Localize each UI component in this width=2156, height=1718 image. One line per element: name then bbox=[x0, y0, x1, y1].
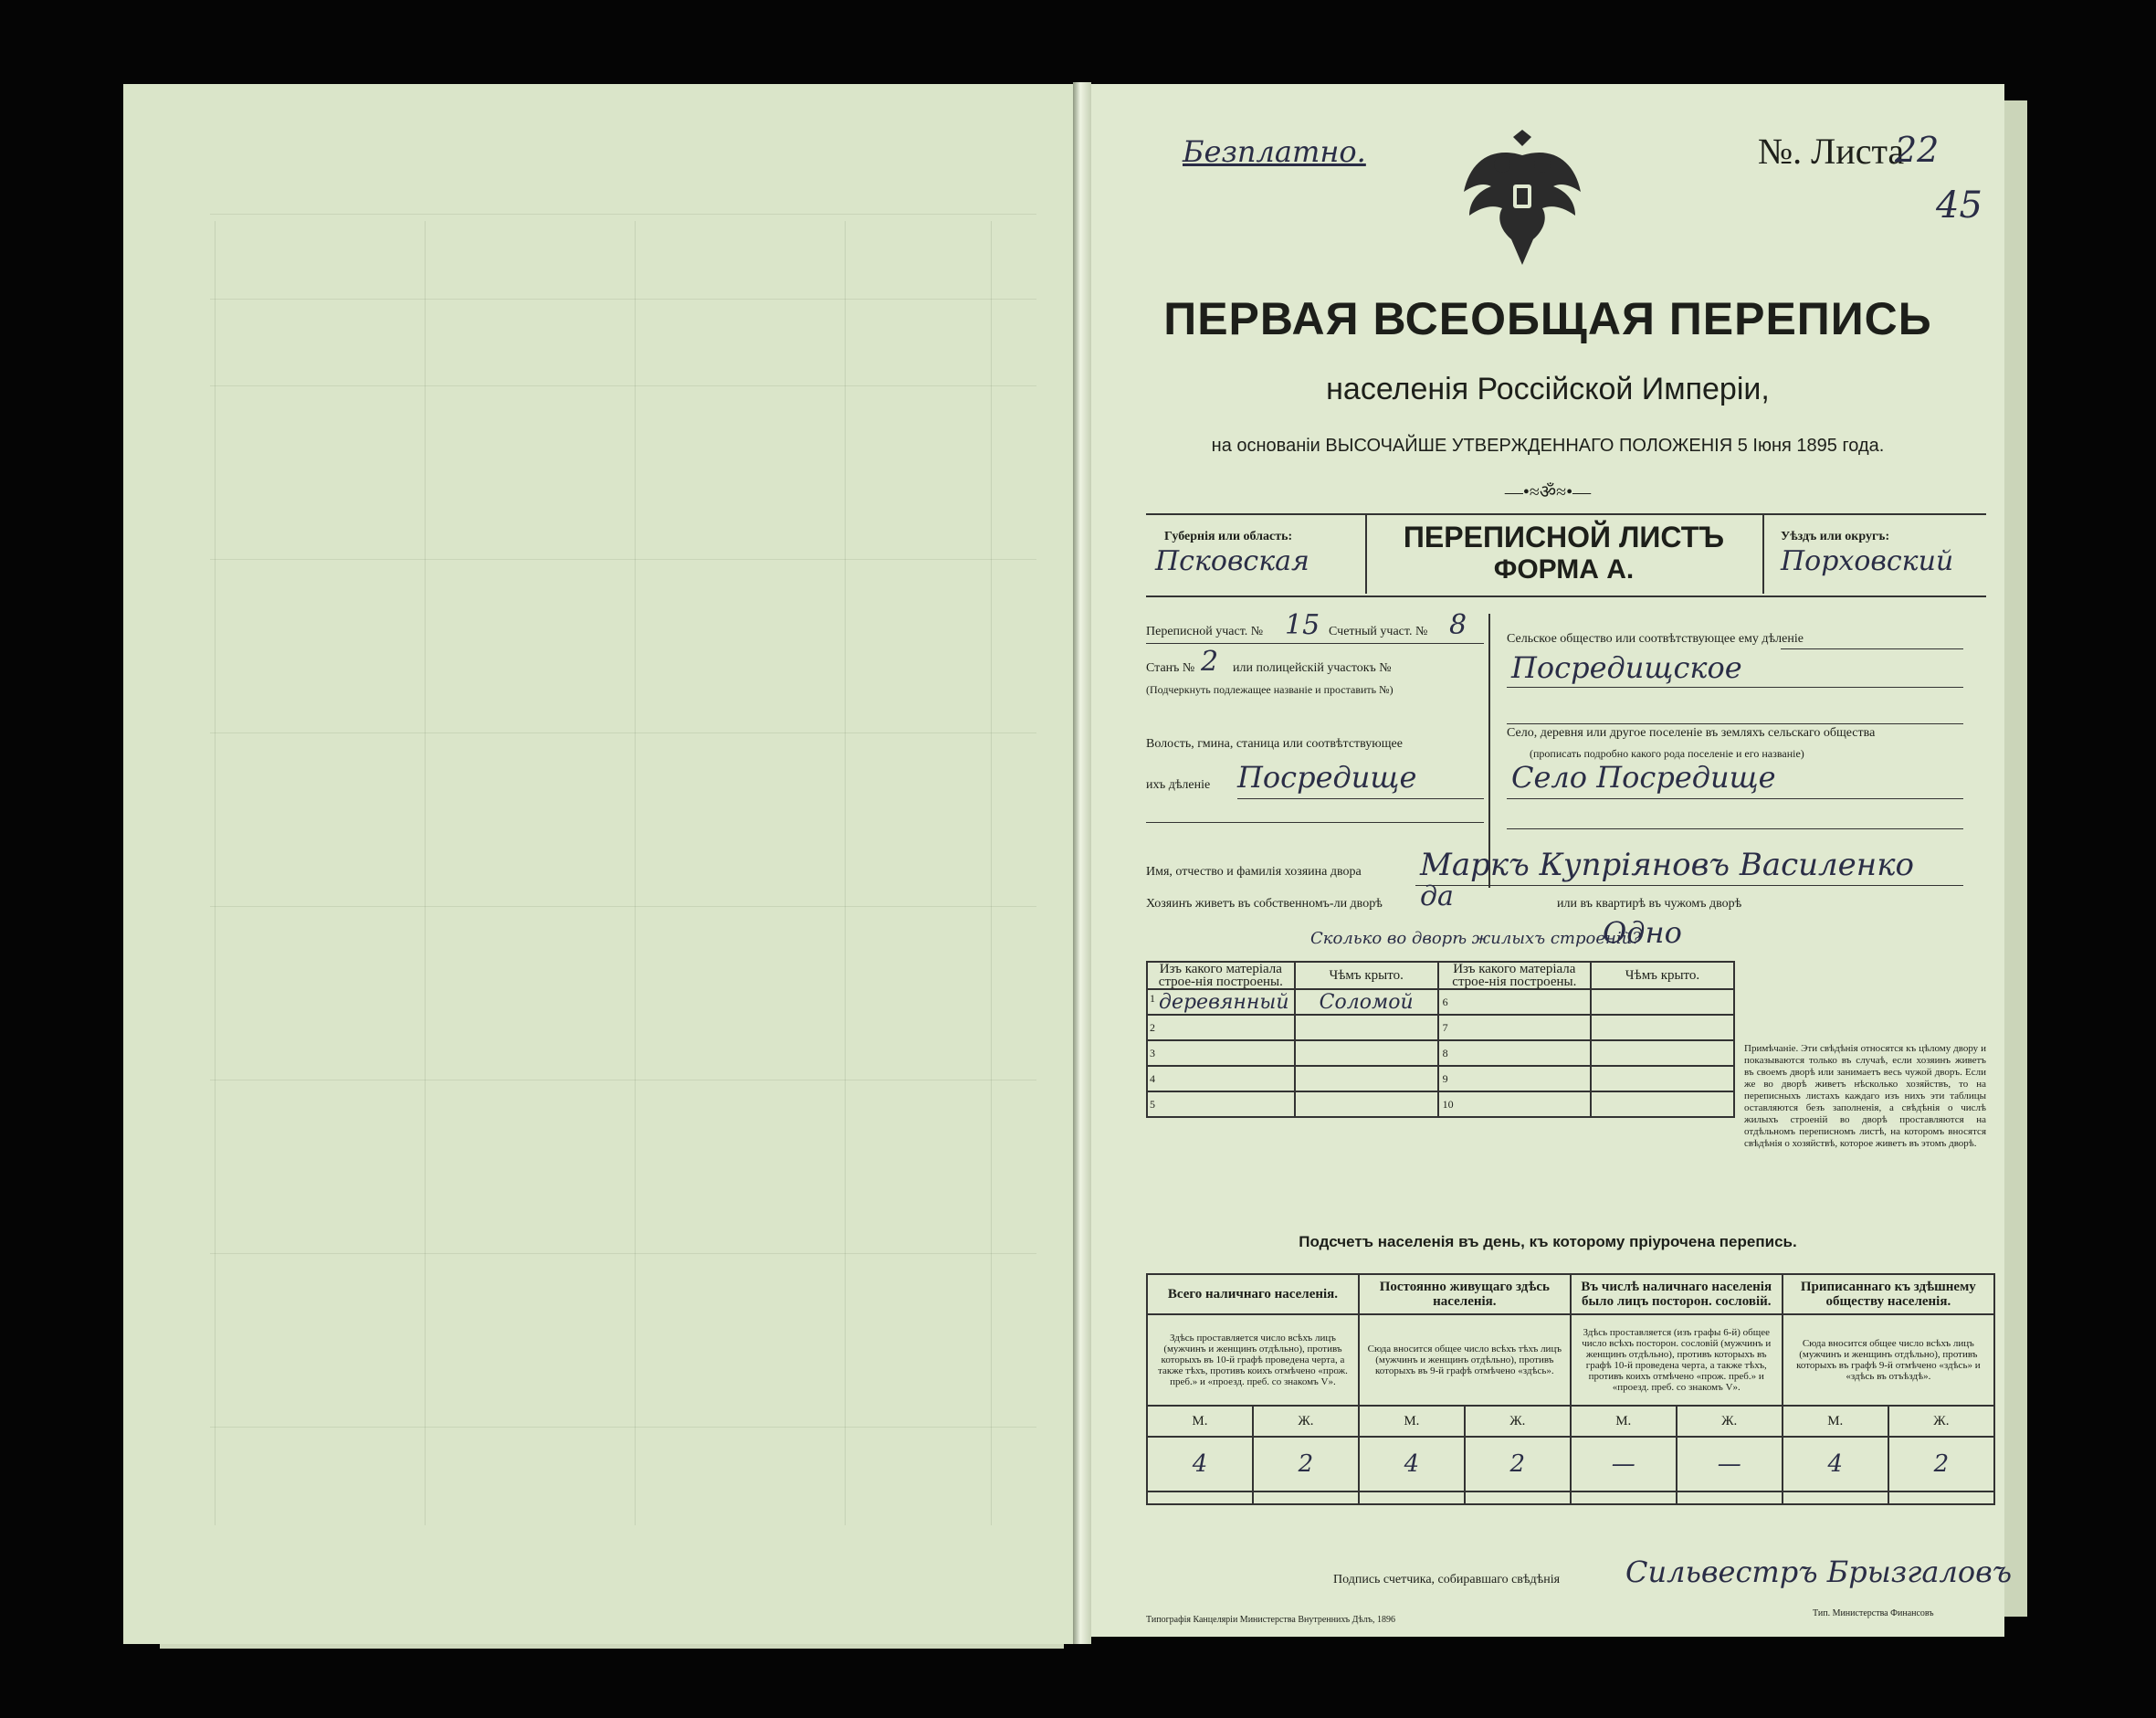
buildings-value: Одно bbox=[1603, 915, 1682, 950]
selo-label: Село, деревня или другое поселеніе въ земляхъ сельскаго общества bbox=[1507, 726, 1876, 740]
schetny-value: 8 bbox=[1449, 609, 1467, 641]
left-page bbox=[123, 84, 1073, 1644]
census-title: ПЕРВАЯ ВСЕОБЩАЯ ПЕРЕПИСЬ bbox=[1163, 293, 1932, 344]
group-2-male: 4 bbox=[1359, 1437, 1465, 1491]
buildings-label: Сколько во дворѣ жилыхъ строеній? bbox=[1310, 929, 1641, 948]
row-number: 8 bbox=[1442, 1046, 1448, 1059]
female-col-label: Ж. bbox=[1677, 1406, 1783, 1437]
group-4-female: 2 bbox=[1888, 1437, 1994, 1491]
volost-label-2: ихъ дѣленіе bbox=[1146, 778, 1211, 792]
buildings-col-material: Изъ какого матеріала строе-нія построены. bbox=[1147, 962, 1295, 989]
signature-label: Подпись счетчика, собиравшаго свѣдѣнія bbox=[1333, 1573, 1561, 1586]
free-label: Безплатно. bbox=[1183, 134, 1366, 169]
group-4-male: 4 bbox=[1783, 1437, 1888, 1491]
buildings-note: Примѣчаніе. Эти свѣдѣнія относятся къ цѣлому двору и показываются только въ случаѣ, если хозяинъ живетъ въ своемъ дворѣ или занимаетъ весь чужой дворъ. Если же во дворѣ живетъ нѣсколько хозяйствъ, то на переписныхъ листахъ каждаго изъ нихъ эти таблицы оставляются безъ заполненія, а свѣдѣнія о числѣ жилыхъ строеній во дворѣ проставляются на отдѣльномъ переписномъ листѣ, на которомъ вносятся свѣдѣнія о хозяйствѣ, которое живетъ въ этомъ дворѣ. bbox=[1744, 1043, 1986, 1149]
population-group-4-title: Приписаннаго къ здѣшнему обществу населенія. bbox=[1783, 1274, 1994, 1314]
material-value: деревянный bbox=[1159, 990, 1289, 1014]
obshchestvo-label: Сельское общество или соотвѣтствующее ему дѣленіе bbox=[1507, 632, 1804, 646]
population-group-4-desc: Сюда вносится общее число всѣхъ лицъ (мужчинъ и женщинъ отдѣльно), противъ которыхъ въ графѣ 9-й отмѣчено «здѣсь» и «здѣсь въ отъѣздѣ». bbox=[1783, 1314, 1994, 1406]
census-subtitle: населенія Россійской Имперіи, bbox=[1326, 372, 1770, 406]
group-1-female: 2 bbox=[1253, 1437, 1359, 1491]
table-row bbox=[1147, 989, 1734, 1015]
group-3-female: — bbox=[1677, 1437, 1783, 1491]
row-number: 3 bbox=[1150, 1046, 1155, 1059]
female-col-label: Ж. bbox=[1253, 1406, 1359, 1437]
owner-name-value: Маркъ Купріяновъ Василенко bbox=[1420, 847, 1914, 883]
gubernia-value: Псковская bbox=[1155, 545, 1309, 577]
perepisnoy-label: Переписной участ. № bbox=[1146, 625, 1264, 638]
row-number: 9 bbox=[1442, 1071, 1448, 1085]
uezd-label: Уѣздъ или округъ: bbox=[1781, 530, 1890, 543]
volost-label: Волость, гмина, станица или соотвѣтствующее bbox=[1146, 737, 1403, 751]
row-number: 10 bbox=[1442, 1097, 1454, 1111]
buildings-table bbox=[1146, 961, 1735, 1118]
row-number: 5 bbox=[1150, 1097, 1155, 1111]
row-number: 1 bbox=[1150, 992, 1155, 1005]
owner-lives-suffix: или въ квартирѣ въ чужомъ дворѣ bbox=[1557, 897, 1742, 911]
double-headed-eagle-emblem bbox=[1457, 128, 1589, 274]
group-2-female: 2 bbox=[1465, 1437, 1571, 1491]
buildings-col-material-2: Изъ какого матеріала строе-нія построены. bbox=[1438, 962, 1591, 989]
male-col-label: М. bbox=[1147, 1406, 1253, 1437]
printer-footer-right: Тип. Министерства Финансовъ bbox=[1813, 1608, 1934, 1618]
archive-number: 45 bbox=[1936, 184, 1982, 227]
male-col-label: М. bbox=[1571, 1406, 1677, 1437]
group-1-male: 4 bbox=[1147, 1437, 1253, 1491]
owner-name-label: Имя, отчество и фамилія хозяина двора bbox=[1146, 865, 1362, 879]
form-title: ПЕРЕПИСНОЙ ЛИСТЪ bbox=[1403, 521, 1725, 553]
uezd-value: Порховский bbox=[1781, 545, 1954, 577]
group-3-male: — bbox=[1571, 1437, 1677, 1491]
population-group-2-title: Постоянно живущаго здѣсь населенія. bbox=[1359, 1274, 1571, 1314]
selo-note: (прописать подробно какого рода поселеніе и его названіе) bbox=[1530, 747, 1804, 760]
book-gutter bbox=[1073, 82, 1091, 1644]
sheet-number-value: 22 bbox=[1895, 130, 1940, 170]
obshchestvo-value: Посредищское bbox=[1511, 650, 1742, 685]
roof-value: Соломой bbox=[1295, 989, 1438, 1015]
row-number: 2 bbox=[1150, 1020, 1155, 1034]
table-row bbox=[1147, 1015, 1734, 1040]
population-group-1-title: Всего наличнаго населенія. bbox=[1147, 1274, 1359, 1314]
buildings-col-roof-2: Чѣмъ крыто. bbox=[1591, 962, 1734, 989]
census-basis: на основаніи ВЫСОЧАЙШЕ УТВЕРЖДЕННАГО ПОЛОЖЕНІЯ 5 Іюня 1895 года. bbox=[1211, 436, 1885, 456]
population-table bbox=[1146, 1273, 1995, 1505]
stan-note: (Подчеркнуть подлежащее названіе и проставить №) bbox=[1146, 683, 1394, 696]
male-col-label: М. bbox=[1359, 1406, 1465, 1437]
sheet-number-label: №. Листа bbox=[1758, 131, 1905, 172]
stan-label: Станъ № bbox=[1146, 661, 1195, 675]
ornament-divider: —•≈ॐ≈•— bbox=[1504, 482, 1592, 502]
owner-lives-value: да bbox=[1420, 880, 1454, 912]
female-col-label: Ж. bbox=[1465, 1406, 1571, 1437]
population-group-1-desc: Здѣсь проставляется число всѣхъ лицъ (мужчинъ и женщинъ отдѣльно), противъ которыхъ въ 10-й графѣ проведена черта, а также тѣхъ, противъ коихъ отмѣчено «прож. преб.» и «проезд. преб. со знакомъ V». bbox=[1147, 1314, 1359, 1406]
table-row bbox=[1147, 1040, 1734, 1066]
buildings-col-roof: Чѣмъ крыто. bbox=[1295, 962, 1438, 989]
row-number: 4 bbox=[1150, 1071, 1155, 1085]
male-col-label: М. bbox=[1783, 1406, 1888, 1437]
stan-value: 2 bbox=[1201, 646, 1219, 678]
printer-footer-left: Типографія Канцеляріи Министерства Внутреннихъ Дѣлъ, 1896 bbox=[1146, 1615, 1396, 1625]
selo-value: Село Посредище bbox=[1511, 760, 1776, 795]
table-row bbox=[1147, 1091, 1734, 1117]
signature-value: Сильвестръ Брызгаловъ bbox=[1625, 1555, 2013, 1589]
volost-value: Посредище bbox=[1237, 760, 1417, 795]
row-number: 6 bbox=[1442, 995, 1448, 1008]
stan-suffix: или полицейскій участокъ № bbox=[1233, 661, 1392, 675]
gubernia-label: Губернія или область: bbox=[1164, 530, 1293, 543]
population-group-3-title: Въ числѣ наличнаго населенія было лицъ посторон. сословій. bbox=[1571, 1274, 1783, 1314]
table-row bbox=[1147, 1066, 1734, 1091]
schetny-label: Счетный участ. № bbox=[1329, 625, 1428, 638]
population-group-3-desc: Здѣсь проставляется (изъ графы 6-й) общее число всѣхъ посторон. сословій (мужчинъ и женщинъ отдѣльно), противъ которыхъ въ графѣ 10-й проведена черта, а также тѣхъ, противъ коихъ отмѣчено «прож. преб.» и «проезд. преб. со знакомъ V». bbox=[1571, 1314, 1783, 1406]
population-title: Подсчетъ населенія въ день, къ которому пріурочена перепись. bbox=[1299, 1233, 1797, 1250]
form-letter: ФОРМА А. bbox=[1493, 554, 1635, 585]
population-group-2-desc: Сюда вносится общее число всѣхъ тѣхъ лицъ (мужчинъ и женщинъ отдѣльно), противъ которыхъ въ 9-й графѣ отмѣчено «здѣсь». bbox=[1359, 1314, 1571, 1406]
right-page bbox=[1091, 84, 2013, 1637]
female-col-label: Ж. bbox=[1888, 1406, 1994, 1437]
row-number: 7 bbox=[1442, 1020, 1448, 1034]
owner-lives-label: Хозяинъ живетъ въ собственномъ-ли дворѣ bbox=[1146, 897, 1383, 911]
perepisnoy-value: 15 bbox=[1285, 609, 1320, 641]
